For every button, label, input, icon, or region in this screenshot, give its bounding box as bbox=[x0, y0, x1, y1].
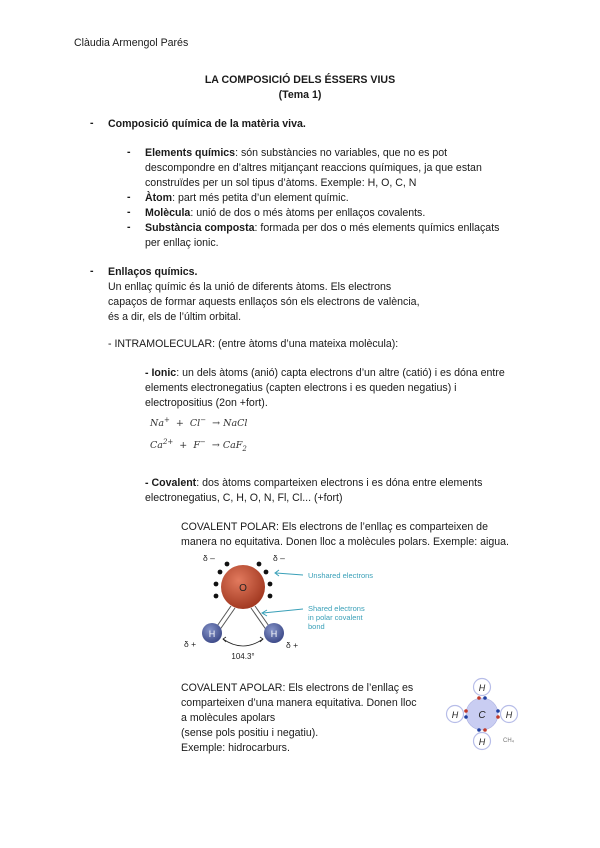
hydrogen-label: H bbox=[505, 710, 513, 720]
water-molecule-diagram bbox=[175, 551, 390, 663]
covalent-definition bbox=[145, 476, 482, 491]
apolar-text: a molècules apolars bbox=[181, 712, 276, 724]
item-substancia-composta bbox=[145, 221, 499, 236]
polar-text: COVALENT POLAR: Els electrons de l’enllaç es comparteixen de bbox=[181, 521, 488, 533]
product: NaCl bbox=[223, 418, 248, 430]
unshared-electrons-label: Unshared electrons bbox=[308, 571, 374, 580]
charge: − bbox=[200, 416, 207, 424]
term: Àtom bbox=[145, 192, 173, 204]
bond-angle-label: 104.3° bbox=[231, 652, 255, 661]
product: CaF bbox=[222, 440, 243, 452]
delta-plus-label: δ + bbox=[184, 639, 197, 649]
electron-dot bbox=[496, 709, 500, 713]
term: Substància composta bbox=[145, 222, 255, 234]
electron-dot bbox=[464, 709, 468, 713]
definition: : part més petita d’un element químic. bbox=[172, 192, 349, 204]
electron-dot bbox=[218, 570, 223, 575]
term: - Covalent bbox=[145, 477, 197, 489]
bullet-dash: - bbox=[127, 206, 131, 218]
delta-plus-label: δ + bbox=[286, 640, 299, 650]
ionic-continuation: electropositius (2on +fort). bbox=[145, 397, 268, 409]
formula-caf2: $Ca^{2+} + F^- \to CaF_2$ bbox=[150, 438, 247, 454]
electron-dot bbox=[264, 570, 269, 575]
term: Molècula bbox=[145, 207, 191, 219]
intramolecular-label: - INTRAMOLECULAR: (entre àtoms d’una mateixa molècula): bbox=[108, 338, 399, 350]
item-continuation: descompondre en d’altres mitjançant reaccions químiques, ja que estan bbox=[145, 162, 482, 174]
apolar-text: comparteixen d’una manera equitativa. Donen lloc bbox=[181, 697, 417, 709]
carbon-label: C bbox=[478, 710, 486, 721]
arrow: → bbox=[211, 440, 220, 452]
apolar-text: (sense pols positiu i negatiu). bbox=[181, 727, 319, 739]
shared-electrons-label: bond bbox=[308, 622, 325, 631]
reactant: Ca bbox=[150, 440, 163, 452]
definition: : dos àtoms comparteixen electrons i es dóna entre elements bbox=[196, 477, 483, 489]
shared-electrons-label: Shared electrons bbox=[308, 604, 365, 613]
shared-electrons-label: in polar covalent bbox=[308, 613, 363, 622]
intro-line: Un enllaç químic és la unió de diferents àtoms. Els electrons bbox=[108, 281, 392, 293]
reactant: F bbox=[193, 440, 200, 452]
bond-angle-arc bbox=[223, 639, 263, 646]
arrow-head bbox=[223, 637, 226, 642]
section2-heading: Enllaços químics. bbox=[108, 266, 198, 278]
electron-dot bbox=[214, 594, 219, 599]
electron-dot bbox=[477, 696, 481, 700]
methane-molecule-diagram bbox=[440, 676, 525, 752]
electron-dot bbox=[477, 728, 481, 732]
subscript: 2 bbox=[242, 445, 247, 454]
item-elements-quimics bbox=[145, 146, 447, 161]
definition: : són substàncies no variables, que no es pot bbox=[235, 147, 448, 159]
electron-dot bbox=[257, 562, 262, 567]
intro-line: és a dir, els de l’últim orbital. bbox=[108, 311, 242, 323]
charge: − bbox=[199, 438, 206, 446]
item-continuation: per enllaç ionic. bbox=[145, 237, 219, 249]
page-title: LA COMPOSICIÓ DELS ÉSSERS VIUS bbox=[204, 74, 396, 86]
delta-minus-label: δ – bbox=[273, 553, 285, 563]
formula-nacl: Na+ + Cl− → NaCl bbox=[150, 416, 248, 430]
electron-dot bbox=[483, 696, 487, 700]
arrow-head bbox=[260, 637, 263, 642]
bullet-dash: - bbox=[127, 221, 131, 233]
electron-dot bbox=[268, 582, 273, 587]
definition: : unió de dos o més àtoms per enllaços covalents. bbox=[190, 207, 426, 219]
hydrogen-label: H bbox=[478, 683, 486, 693]
definition: : formada per dos o més elements químics enllaçats bbox=[254, 222, 500, 234]
term: Elements químics bbox=[145, 147, 236, 159]
electron-dot bbox=[464, 715, 468, 719]
item-atom bbox=[145, 191, 349, 206]
bullet-dash: - bbox=[127, 191, 131, 203]
electron-dot bbox=[214, 582, 219, 587]
electron-dot bbox=[483, 728, 487, 732]
item-continuation: construïdes per un sol tipus d’àtoms. Exemple: H, O, C, N bbox=[145, 177, 417, 189]
hydrogen-label: H bbox=[451, 710, 459, 720]
section1-heading: Composició química de la matèria viva. bbox=[108, 118, 306, 130]
covalent-continuation: electronegatius, C, H, O, N, Fl, Cl... (+fort) bbox=[145, 492, 343, 504]
electron-dot bbox=[496, 715, 500, 719]
charge: 2+ bbox=[162, 438, 174, 446]
item-molecula bbox=[145, 206, 425, 221]
shared-pointer bbox=[263, 609, 303, 613]
term: - Ionic bbox=[145, 367, 177, 379]
unshared-pointer bbox=[276, 573, 303, 575]
hydrogen-label: H bbox=[208, 629, 216, 639]
electron-dot bbox=[268, 594, 273, 599]
reactant: Cl bbox=[189, 418, 201, 430]
apolar-text: Exemple: hidrocarburs. bbox=[181, 742, 290, 754]
reactant: Na bbox=[150, 418, 164, 430]
hydrogen-label: H bbox=[270, 629, 278, 639]
delta-minus-label: δ – bbox=[203, 553, 215, 563]
page-subtitle: (Tema 1) bbox=[278, 89, 322, 101]
electron-dot bbox=[225, 562, 230, 567]
ionic-continuation: elements electronegatius (capten electrons i es queden negatius) i bbox=[145, 382, 457, 394]
apolar-text: COVALENT APOLAR: Els electrons de l’enllaç es bbox=[181, 682, 414, 694]
ionic-definition bbox=[145, 366, 505, 381]
charge: + bbox=[163, 416, 170, 424]
oxygen-label: O bbox=[239, 583, 247, 594]
bullet-dash: - bbox=[90, 117, 94, 129]
bullet-dash: - bbox=[127, 146, 131, 158]
polar-text: manera no equitativa. Donen lloc a molècules polars. Exemple: aigua. bbox=[181, 536, 510, 548]
author-name: Clàudia Armengol Parés bbox=[74, 37, 189, 49]
bullet-dash: - bbox=[90, 265, 94, 277]
hydrogen-label: H bbox=[478, 737, 486, 747]
arrow: → bbox=[212, 418, 221, 430]
definition: : un dels àtoms (anió) capta electrons d’un altre (catió) i es dóna entre bbox=[176, 367, 505, 379]
intro-line: capaços de formar aquests enllaços són els electrons de valència, bbox=[108, 296, 420, 308]
molecule-note: CH₄ bbox=[503, 738, 515, 744]
